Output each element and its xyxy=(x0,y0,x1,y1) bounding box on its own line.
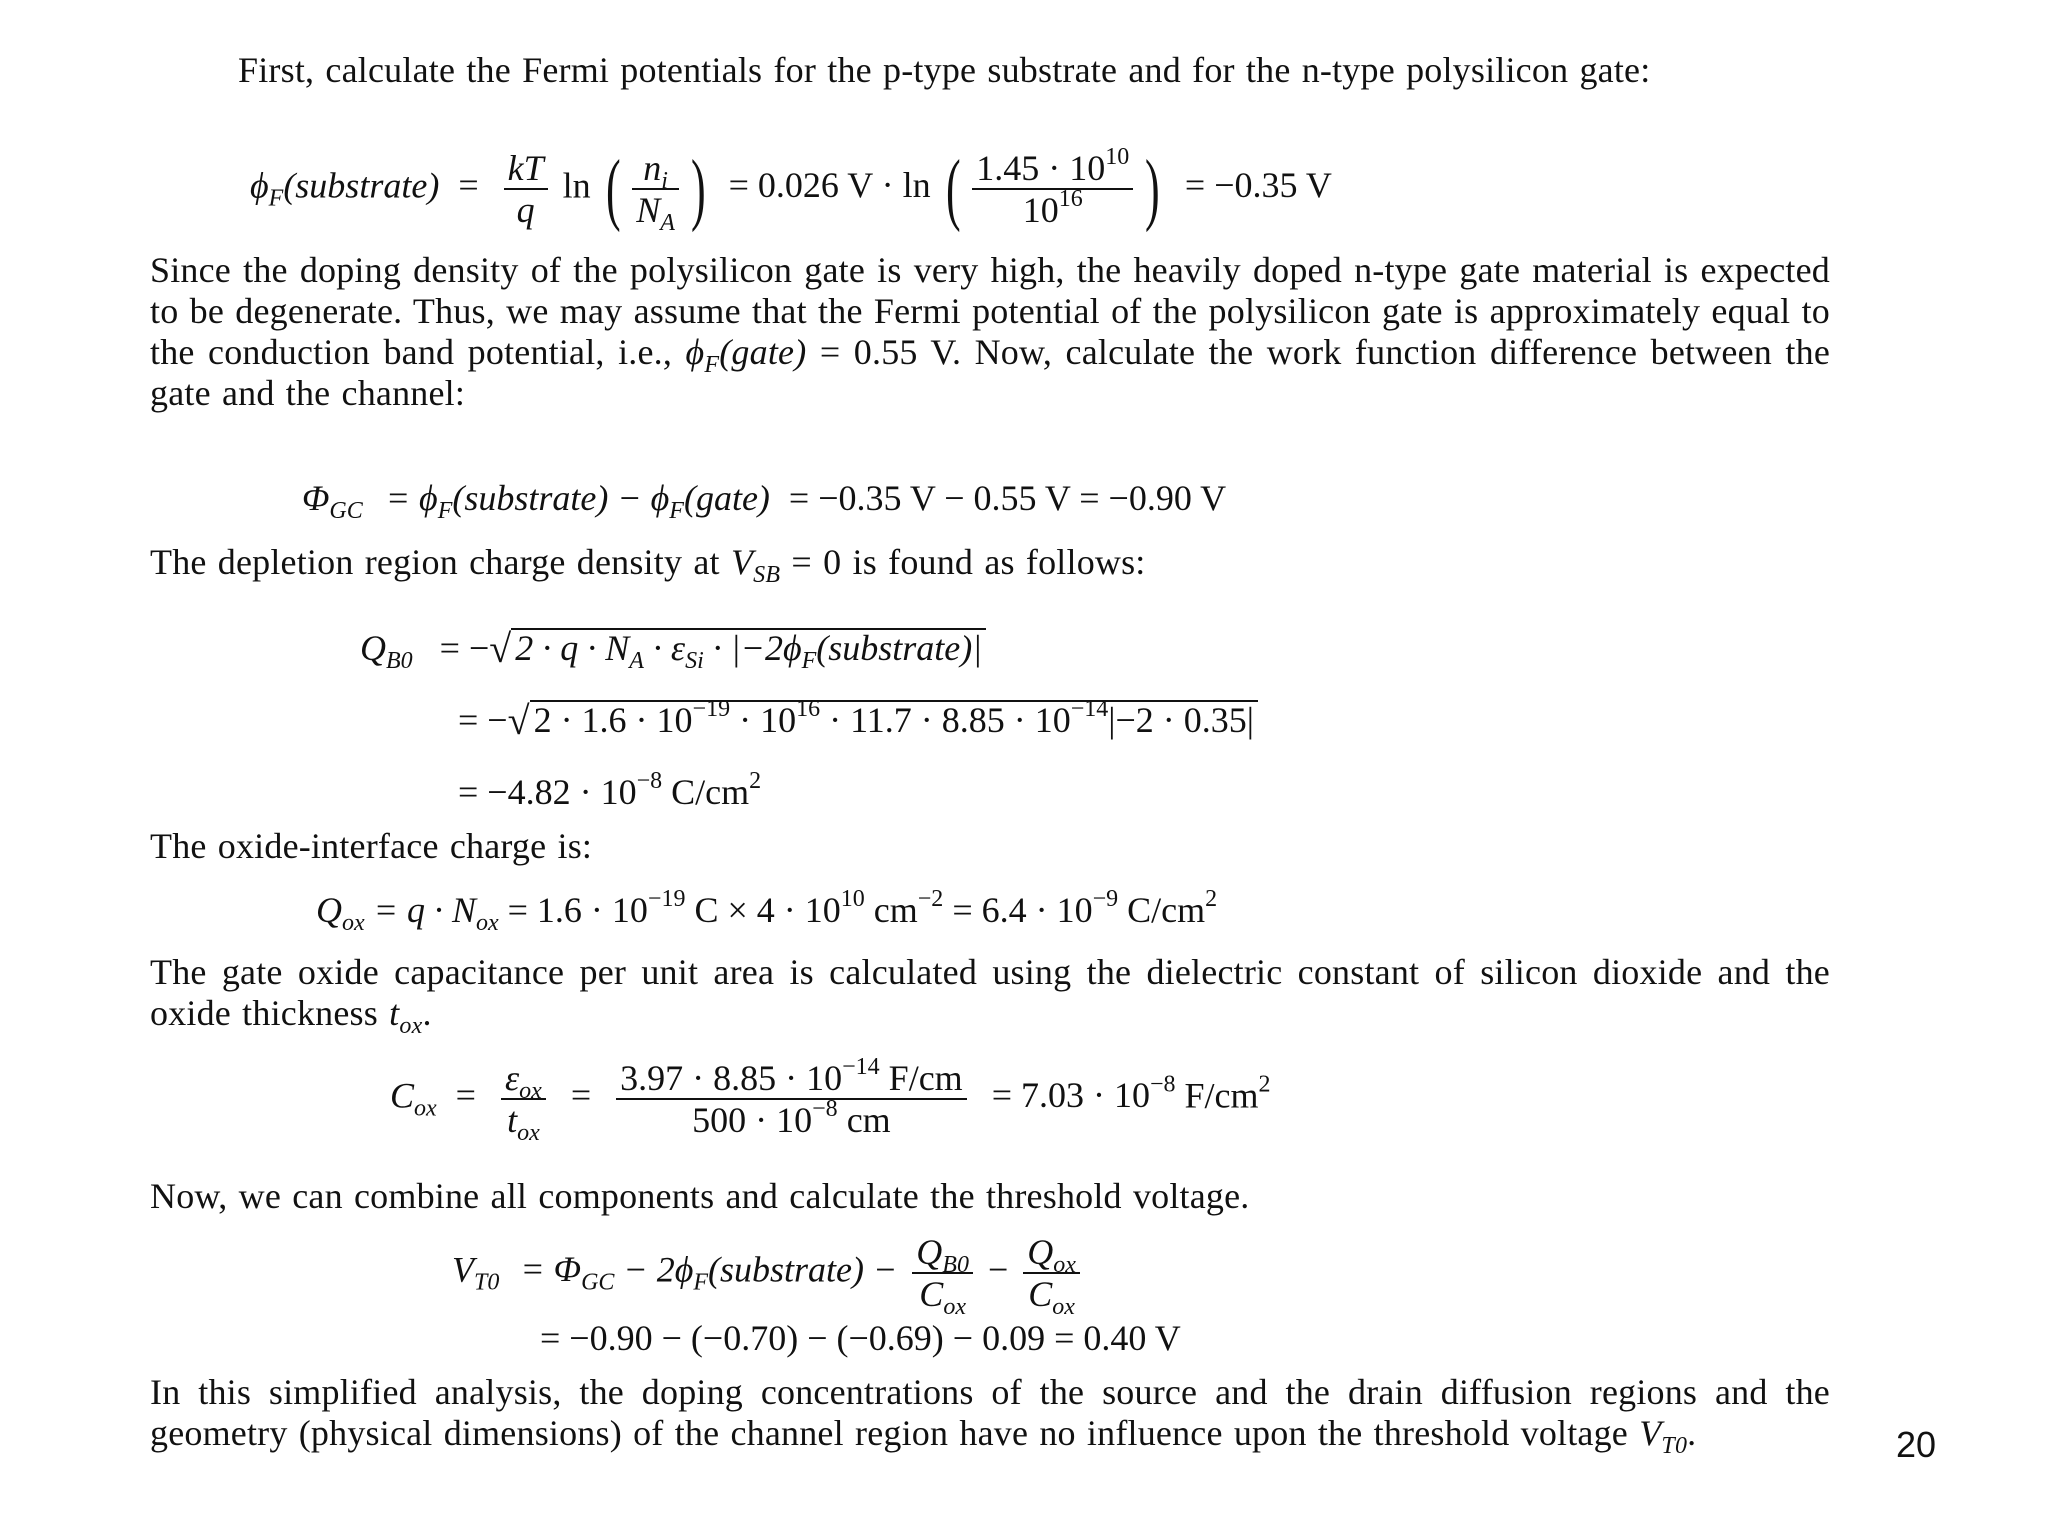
ni-symbol: n xyxy=(643,148,662,188)
vt0-symbol: V xyxy=(452,1249,474,1290)
paragraph-intro-text: First, calculate the Fermi potentials for the p-type substrate and for the n-type polysilicon gate: xyxy=(238,50,1651,90)
fraction-ni-na xyxy=(632,148,679,236)
phi-gate-subscript: F xyxy=(704,352,720,378)
radicand-part2: · ε xyxy=(643,628,686,668)
qox-exp4: −2 xyxy=(917,886,944,912)
rhs-phi-argument: (substrate) − ϕ xyxy=(452,478,670,518)
f1-den: C xyxy=(919,1274,944,1314)
equation-qb0-line3 xyxy=(458,768,762,812)
paragraph-combine xyxy=(150,1176,1830,1217)
denominator-value: 10 xyxy=(1022,190,1059,230)
cox-num-unit: F/cm xyxy=(879,1058,963,1098)
qox-part4: cm xyxy=(864,890,918,930)
qox-part1: = q · N xyxy=(364,890,476,930)
radicand-sub1: A xyxy=(629,648,644,674)
minus-sign: − xyxy=(987,1249,1009,1290)
f1-den-sub: ox xyxy=(943,1294,966,1320)
cox-den: 500 · 10 xyxy=(692,1100,813,1140)
qb0-result-unit: C/cm xyxy=(662,772,750,812)
rhs-phi2-argument: (gate) xyxy=(683,478,770,518)
radicand-part4: (substrate)| xyxy=(816,628,983,668)
equation-vt0-line2 xyxy=(540,1318,1181,1358)
na-symbol: N xyxy=(636,190,661,230)
radicand-part1: 2 · q · N xyxy=(515,628,630,668)
qox-part3: C × 4 · 10 xyxy=(685,890,841,930)
paragraph-gate-oxide-text-b: . xyxy=(422,993,432,1033)
qox-part5: = 6.4 · 10 xyxy=(943,890,1093,930)
rhs-phi2-subscript: F xyxy=(669,498,684,524)
qox-subscript: ox xyxy=(342,910,365,936)
line2-part2: · 10 xyxy=(730,700,797,740)
qox-part6: C/cm xyxy=(1118,890,1206,930)
vsb-symbol: V xyxy=(730,542,754,582)
cox-result: = 7.03 · 10 xyxy=(991,1075,1150,1116)
lhs-argument: (substrate) xyxy=(283,165,440,206)
sqrt-icon: √ xyxy=(507,698,530,743)
qb0-result-unit-exp: 2 xyxy=(749,768,762,794)
fraction-denominator: q xyxy=(516,190,535,230)
vsb-subscript: SB xyxy=(753,562,781,588)
phi-gc-symbol: Φ xyxy=(302,478,330,518)
paragraph-depletion xyxy=(150,542,1830,588)
vt0-result: = −0.90 − (−0.70) − (−0.69) − 0.09 = 0.40 V xyxy=(540,1318,1181,1358)
cox-result-exp: −8 xyxy=(1149,1071,1176,1098)
eps-subscript: ox xyxy=(519,1078,542,1104)
cox-symbol: C xyxy=(390,1075,415,1116)
page-number: 20 xyxy=(1896,1424,1937,1465)
line2-exp2: 16 xyxy=(796,696,821,722)
qb0-radicand xyxy=(511,628,986,674)
paragraph-degenerate-text-b: = 0.55 V. Now, calculate the work function difference between the gate and the channel: xyxy=(150,332,1830,413)
qox-part2: = 1.6 · 10 xyxy=(498,890,648,930)
equation-qb0-line2 xyxy=(458,696,1258,743)
paragraph-gate-oxide-text-a: The gate oxide capacitance per unit area is calculated using the dielectric constant of silicon dioxide and the oxide thickness xyxy=(150,952,1830,1033)
cox-subscript: ox xyxy=(414,1095,437,1122)
qox-exp2: −19 xyxy=(647,886,686,912)
equals-sign: = xyxy=(570,1075,592,1116)
paragraph-degenerate xyxy=(150,250,1830,414)
radicand-sub3: F xyxy=(801,648,817,674)
line2-part4: |−2 · 0.35| xyxy=(1108,700,1254,740)
denominator-exponent: 16 xyxy=(1058,186,1083,212)
cox-num-exp: −14 xyxy=(842,1054,880,1080)
paragraph-depletion-text-b: = 0 is found as follows: xyxy=(780,542,1146,582)
qb0-result-exp: −8 xyxy=(636,768,663,794)
qb0-symbol: Q xyxy=(360,628,386,668)
ln-operator: ln xyxy=(562,165,591,206)
paragraph-degenerate-text-a: Since the doping density of the polysilicon gate is very high, the heavily doped n-type gate material is expected to be degenerate. Thus, we may assume that the Fermi potential of the polysilicon gate is approximately equal to the conduction band potential, i.e., xyxy=(150,250,1830,372)
fraction-qox-cox xyxy=(1023,1232,1080,1320)
cox-den-exp: −8 xyxy=(812,1096,838,1122)
paragraph-combine-text: Now, we can combine all components and calculate the threshold voltage. xyxy=(150,1176,1250,1216)
vt0-inline-symbol: V xyxy=(1639,1413,1662,1453)
tox-symbol: t xyxy=(389,993,400,1033)
equation-middle: = 0.026 V · ln xyxy=(728,165,931,206)
fraction-numerator: kT xyxy=(504,148,548,190)
eps-symbol: ε xyxy=(504,1058,520,1098)
fraction-values xyxy=(616,1054,967,1140)
equation-vt0-line1 xyxy=(452,1232,1086,1320)
line2-part3: · 11.7 · 8.85 · 10 xyxy=(820,700,1071,740)
f2-num-sub: ox xyxy=(1053,1252,1076,1278)
line2-part1: 2 · 1.6 · 10 xyxy=(533,700,693,740)
paragraph-gate-oxide xyxy=(150,952,1830,1039)
paragraph-conclusion xyxy=(150,1372,1830,1459)
left-paren-icon: ( xyxy=(945,145,961,233)
work-function-result: = −0.35 V − 0.55 V = −0.90 V xyxy=(788,478,1227,518)
equation-work-function xyxy=(302,478,1227,524)
right-paren-icon: ) xyxy=(1145,145,1160,233)
qb0-subscript: B0 xyxy=(386,648,413,674)
qb0-line2-radicand xyxy=(530,696,1258,740)
left-paren-icon: ( xyxy=(605,145,621,233)
vt0-rhs2-arg: (substrate) − xyxy=(708,1249,898,1290)
equation-cox xyxy=(390,1054,1271,1146)
paragraph-oxide-interface xyxy=(150,826,1830,867)
sqrt-icon: √ xyxy=(489,626,512,671)
qox-symbol: Q xyxy=(316,890,342,930)
rhs-phi-subscript: F xyxy=(437,498,453,524)
fraction-eps-t xyxy=(501,1058,546,1146)
qox-sub1: ox xyxy=(475,910,499,936)
phi-subscript: F xyxy=(268,185,284,212)
t-subscript: ox xyxy=(517,1120,540,1146)
qox-exp5: −9 xyxy=(1092,886,1119,912)
f1-num-sub: B0 xyxy=(942,1252,969,1278)
t-symbol: t xyxy=(507,1100,518,1140)
equation-fermi-substrate xyxy=(250,144,1332,236)
equation-qb0-line1 xyxy=(360,626,986,674)
qox-exp3: 10 xyxy=(840,886,865,912)
paragraph-oxide-interface-text: The oxide-interface charge is: xyxy=(150,826,593,866)
cox-den-unit: cm xyxy=(837,1100,891,1140)
vt0-rhs2: − 2ϕ xyxy=(614,1249,694,1290)
qb0-line2-prefix: = − xyxy=(458,700,508,740)
line2-exp1: −19 xyxy=(692,696,731,722)
rhs-phi-substrate: = ϕ xyxy=(385,478,438,518)
vt0-rhs2-sub: F xyxy=(693,1269,709,1296)
vt0-inline-subscript: T0 xyxy=(1661,1433,1688,1459)
na-subscript: A xyxy=(660,210,675,236)
qb0-result: = −4.82 · 10 xyxy=(458,772,637,812)
vt0-subscript: T0 xyxy=(474,1269,500,1296)
paragraph-intro xyxy=(150,50,1830,91)
fraction-qb0-cox xyxy=(912,1232,973,1320)
numerator-value: 1.45 · 10 xyxy=(976,148,1106,188)
cox-num: 3.97 · 8.85 · 10 xyxy=(620,1058,843,1098)
equation-qox xyxy=(316,886,1218,936)
right-paren-icon: ) xyxy=(690,145,706,233)
phi-gate-argument: (gate) xyxy=(719,332,807,372)
numerator-exponent: 10 xyxy=(1105,144,1130,170)
equation-result: = −0.35 V xyxy=(1184,165,1332,206)
f2-den-sub: ox xyxy=(1052,1294,1075,1320)
line2-exp3: −14 xyxy=(1070,696,1109,722)
tox-subscript: ox xyxy=(399,1013,423,1039)
radicand-part3: · |−2ϕ xyxy=(703,628,802,668)
phi-symbol: ϕ xyxy=(250,165,269,206)
cox-result-unit-exp: 2 xyxy=(1258,1071,1271,1098)
phi-gate-symbol: ϕ xyxy=(685,332,705,372)
f1-num: Q xyxy=(916,1232,943,1272)
cox-result-unit: F/cm xyxy=(1175,1075,1259,1116)
vt0-rhs1: = Φ xyxy=(520,1249,582,1290)
equals-sign: = xyxy=(458,165,479,206)
f2-num: Q xyxy=(1027,1232,1054,1272)
equals-sign: = xyxy=(455,1075,476,1116)
paragraph-conclusion-text-a: In this simplified analysis, the doping concentrations of the source and the drain diffusion regions and the geometry (physical dimensions) of the channel region have no influence upon the threshold voltage xyxy=(150,1372,1830,1453)
f2-den: C xyxy=(1028,1274,1053,1314)
radicand-sub2: Si xyxy=(685,648,704,674)
paragraph-depletion-text-a: The depletion region charge density at xyxy=(150,542,731,582)
fraction-ni-value xyxy=(972,144,1133,230)
qox-exp6: 2 xyxy=(1205,886,1218,912)
paragraph-conclusion-text-b: . xyxy=(1687,1413,1697,1453)
qb0-prefix: = − xyxy=(439,628,490,668)
ni-subscript: i xyxy=(661,168,668,194)
vt0-rhs1-sub: GC xyxy=(581,1269,615,1296)
phi-gc-subscript: GC xyxy=(329,498,363,524)
fraction-kt-q xyxy=(504,148,548,230)
